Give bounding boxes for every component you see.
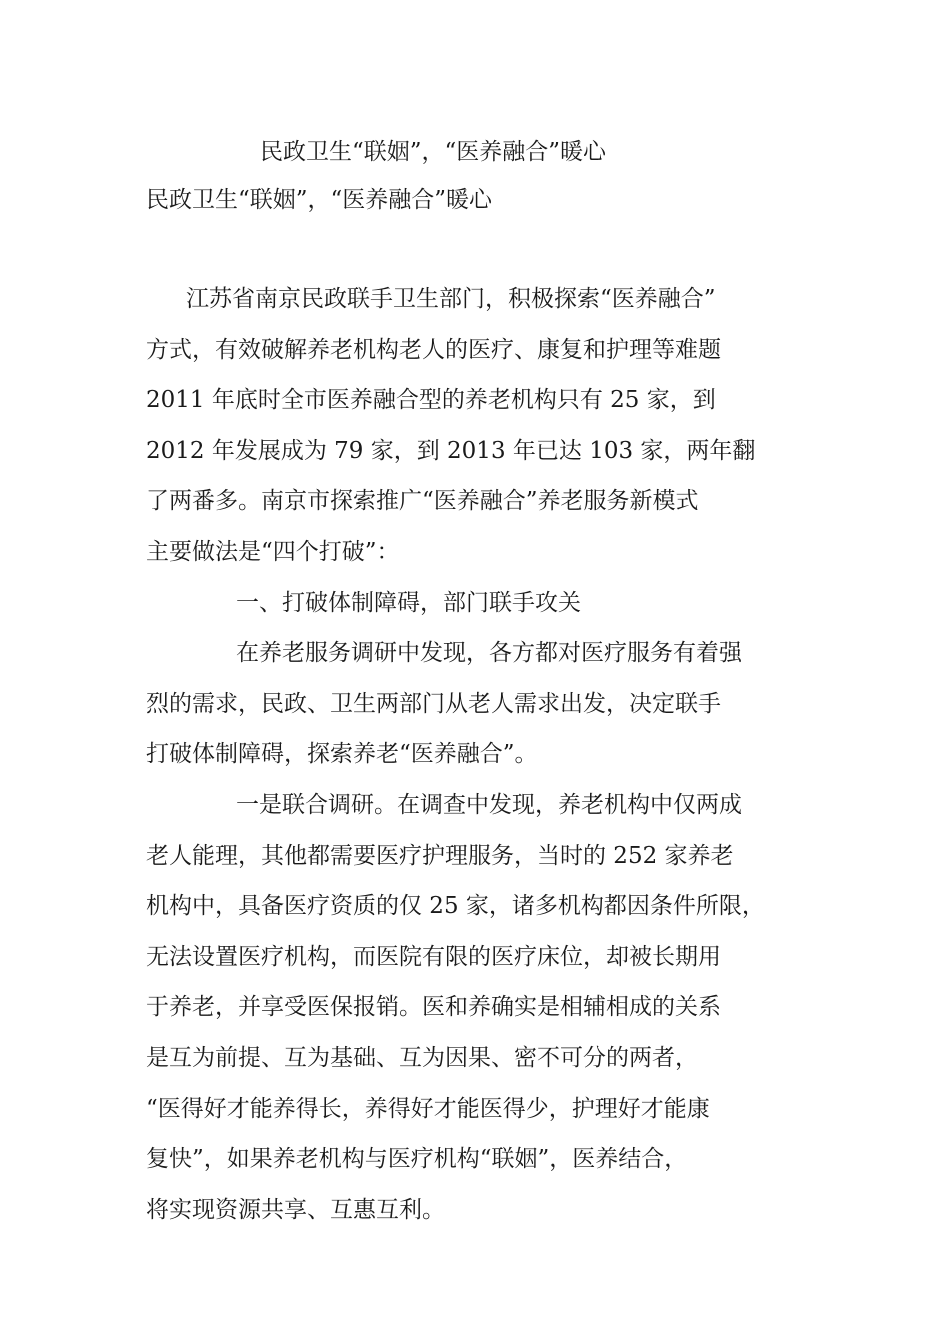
paragraph-line: 一是联合调研。在调查中发现，养老机构中仅两成 bbox=[236, 791, 742, 818]
paragraph-line: 老人能理，其他都需要医疗护理服务，当时的 252 家养老 bbox=[146, 842, 734, 869]
paragraph-line: 复快”，如果养老机构与医疗机构“联姻”，医养结合， bbox=[146, 1146, 688, 1173]
paragraph-line: 2011 年底时全市医养融合型的养老机构只有 25 家，到 bbox=[146, 387, 716, 414]
paragraph-line: 在养老服务调研中发现，各方都对医疗服务有着强 bbox=[236, 640, 742, 667]
paragraph-line: 无法设置医疗机构，而医院有限的医疗床位，却被长期用 bbox=[146, 943, 721, 970]
document-body bbox=[146, 281, 826, 1242]
document-title-centered: 民政卫生“联姻”，“医养融合”暖心 bbox=[260, 139, 607, 165]
paragraph-line: 机构中，具备医疗资质的仅 25 家，诸多机构都因条件所限， bbox=[146, 893, 765, 920]
paragraph-line: 烈的需求，民政、卫生两部门从老人需求出发，决定联手 bbox=[146, 690, 721, 717]
document-title: 民政卫生“联姻”，“医养融合”暖心 bbox=[146, 187, 493, 213]
paragraph-line: 江苏省南京民政联手卫生部门，积极探索“医养融合” bbox=[186, 286, 716, 312]
paragraph-line: “医得好才能养得长，养得好才能医得少，护理好才能康 bbox=[146, 1095, 710, 1122]
paragraph-line: 打破体制障碍，探索养老“医养融合”。 bbox=[146, 741, 538, 768]
section-heading: 一、打破体制障碍，部门联手攻关 bbox=[236, 589, 581, 616]
paragraph-line: 于养老，并享受医保报销。医和养确实是相辅相成的关系 bbox=[146, 994, 721, 1021]
paragraph-line: 方式，有效破解养老机构老人的医疗、康复和护理等难题 bbox=[146, 336, 721, 363]
paragraph-line: 是互为前提、互为基础、互为因果、密不可分的两者， bbox=[146, 1044, 698, 1071]
paragraph-line: 2012 年发展成为 79 家，到 2013 年已达 103 家，两年翻 bbox=[146, 437, 756, 464]
paragraph-line: 将实现资源共享、互惠互利。 bbox=[146, 1196, 445, 1223]
paragraph-line: 主要做法是“四个打破”： bbox=[146, 538, 400, 565]
paragraph-line: 了两番多。南京市探索推广“医养融合”养老服务新模式 bbox=[146, 488, 699, 515]
